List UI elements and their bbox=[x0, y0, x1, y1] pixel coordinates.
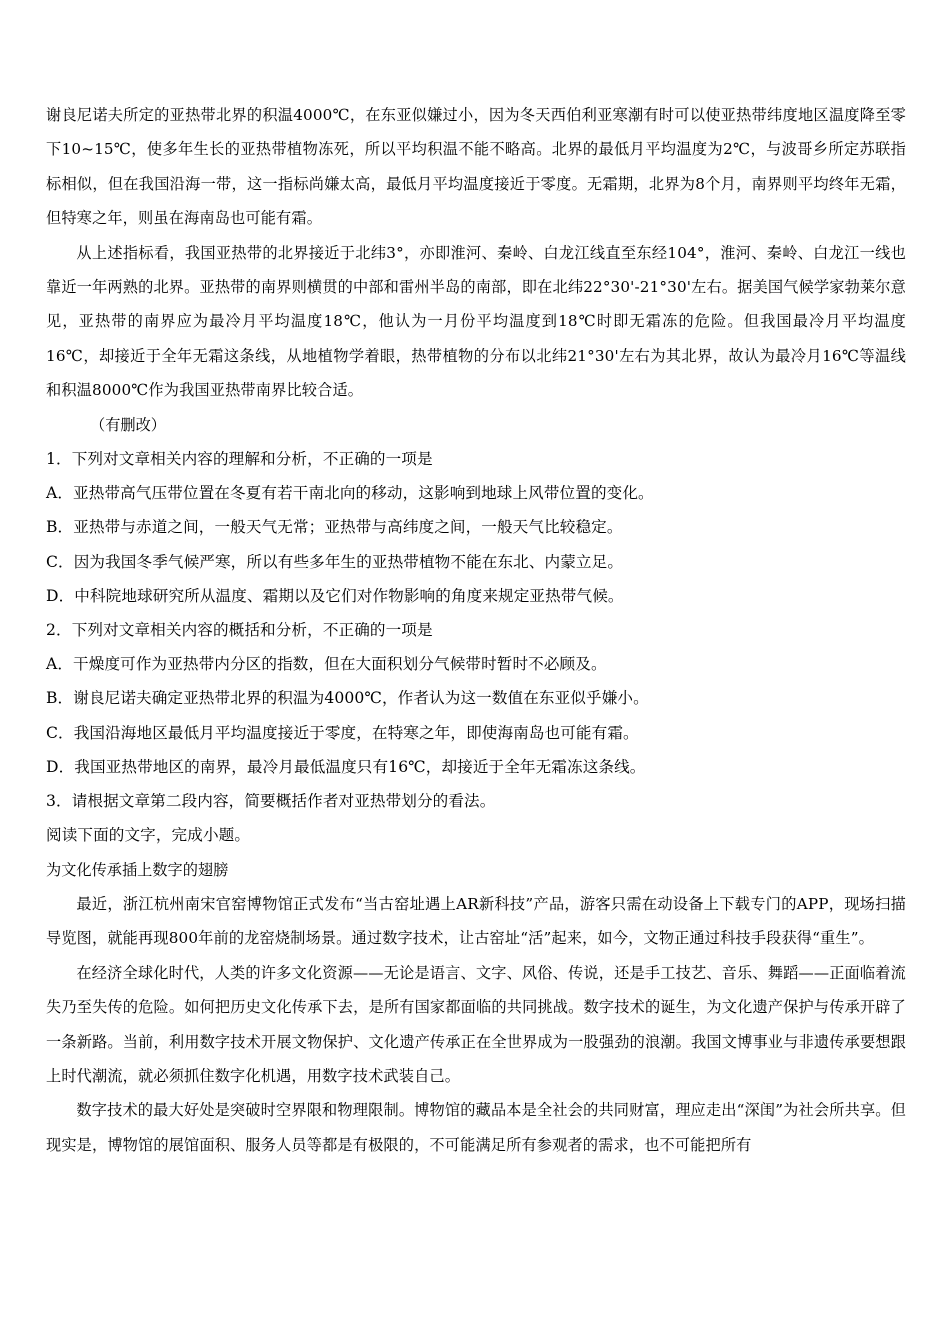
question-block bbox=[46, 442, 906, 852]
question-1-option-d: D．中科院地球研究所从温度、霜期以及它们对作物影响的角度来规定亚热带气候。 bbox=[46, 586, 624, 605]
question-1-stem: 1．下列对文章相关内容的理解和分析，不正确的一项是 bbox=[46, 450, 433, 469]
passage1-paragraph-2: 从上述指标看，我国亚热带的北界接近于北纬3°，亦即淮河、秦岭、白龙江线直至东经104°，淮河、秦岭、白龙江一线也靠近一年两熟的北界。亚热带的南界则横贯的中部和雷州半岛的南部，即在北纬22°30'-21°30'左右。据美国气候学家勃莱尔意见，亚热带的南界应为最冷月平均温度18℃，他认为一月份平均温度到18℃时即无霜冻的危险。但我国最冷月平均温度16℃，却接近于全年无霜这条线，从地植物学着眼，热带植物的分布以北纬21°30'左右为其北界，故认为最冷月16℃等温线和积温8000℃作为我国亚热带南界比较合适。 bbox=[46, 243, 906, 400]
question-1-option-a: A．亚热带高气压带位置在冬夏有若干南北向的移动，这影响到地球上风带位置的变化。 bbox=[46, 484, 654, 503]
passage2-paragraph-2: 在经济全球化时代，人类的许多文化资源——无论是语言、文字、风俗、传说，还是手工技艺、音乐、舞蹈——正面临着流失乃至失传的危险。如何把历史文化传承下去，是所有国家都面临的共同挑战。数字技术的诞生，为文化遗产保护与传承开辟了一条新路。当前，利用数字技术开展文物保护、文化遗产传承正在全世界成为一股强劲的浪潮。我国文博事业与非遗传承要想跟上时代潮流，就必须抓住数字化机遇，用数字技术武装自己。 bbox=[46, 963, 906, 1085]
question-3-stem: 3．请根据文章第二段内容，简要概括作者对亚热带划分的看法。 bbox=[46, 792, 496, 811]
source-note: （有删改） bbox=[90, 415, 166, 434]
question-2-option-c: C．我国沿海地区最低月平均温度接近于零度，在特寒之年，即使海南岛也可能有霜。 bbox=[46, 723, 639, 742]
question-2-option-a: A．干燥度可作为亚热带内分区的指数，但在大面积划分气候带时暂时不必顾及。 bbox=[46, 655, 607, 674]
passage2-title: 为文化传承插上数字的翅膀 bbox=[46, 860, 229, 879]
question-1-option-b: B．亚热带与赤道之间，一般天气无常；亚热带与高纬度之间，一般天气比较稳定。 bbox=[46, 518, 623, 537]
question-2-option-b: B．谢良尼诺夫确定亚热带北界的积温为4000℃，作者认为这一数值在东亚似乎嫌小。 bbox=[46, 689, 649, 708]
reading-instruction: 阅读下面的文字，完成小题。 bbox=[46, 826, 251, 845]
passage2-paragraph-1: 最近，浙江杭州南宋官窑博物馆正式发布“当古窑址遇上AR新科技”产品，游客只需在动设备上下载专门的APP，现场扫描导览图，就能再现800年前的龙窑烧制场景。通过数字技术，让古窑址“活”起来，如今，文物正通过科技手段获得“重生”。 bbox=[46, 894, 906, 948]
question-2-option-d: D．我国亚热带地区的南界，最冷月最低温度只有16℃，却接近于全年无霜冻这条线。 bbox=[46, 757, 646, 776]
passage2-paragraph-3: 数字技术的最大好处是突破时空界限和物理限制。博物馆的藏品本是全社会的共同财富，理应走出“深闺”为社会所共享。但现实是，博物馆的展馆面积、服务人员等都是有极限的，不可能满足所有参观者的需求，也不可能把所有 bbox=[46, 1101, 906, 1154]
question-2-stem: 2．下列对文章相关内容的概括和分析，不正确的一项是 bbox=[46, 621, 433, 640]
question-1-option-c: C．因为我国冬季气候严寒，所以有些多年生的亚热带植物不能在东北、内蒙立足。 bbox=[46, 552, 624, 571]
passage1-paragraph-continued: 谢良尼诺夫所定的亚热带北界的积温4000℃，在东亚似嫌过小，因为冬天西伯利亚寒潮有时可以使亚热带纬度地区温度降至零下10~15℃，使多年生长的亚热带植物冻死，所以平均积温不能不略高。北界的最低月平均温度为2℃，与波哥乡所定苏联指标相似，但在我国沿海一带，这一指标尚嫌太高，最低月平均温度接近于零度。无霜期，北界为8个月，南界则平均终年无霜，但特寒之年，则虽在海南岛也可能有霜。 bbox=[46, 106, 906, 228]
